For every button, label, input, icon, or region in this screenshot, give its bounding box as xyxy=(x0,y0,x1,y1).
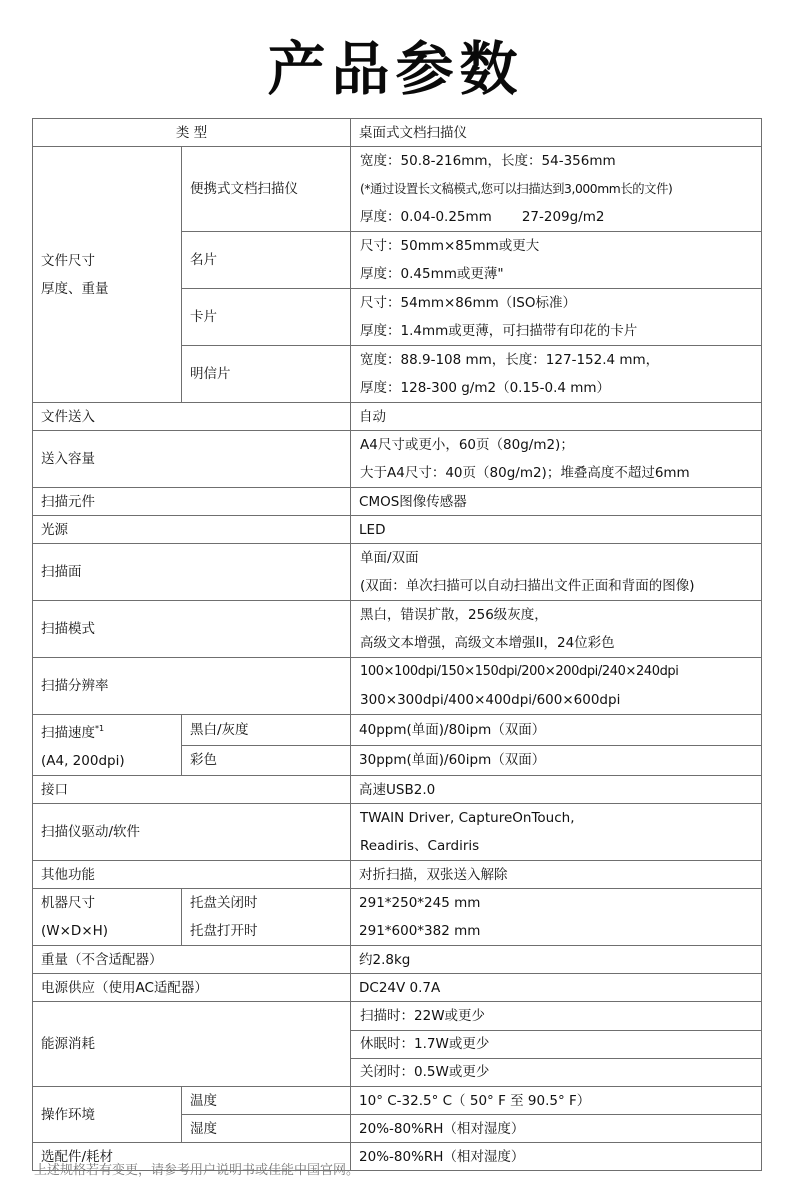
dimensions-closed-value: 291*250*245 mm xyxy=(351,889,762,918)
card-label: 卡片 xyxy=(182,289,351,346)
light-value: LED xyxy=(351,516,762,544)
postcard-value: 宽度：88.9-108 mm，长度：127-152.4 mm， 厚度：128-300 g/m2（0.15-0.4 mm） xyxy=(351,346,762,403)
speed-label: 扫描速度$^{*1}$ (A4, 200dpi) xyxy=(33,715,182,776)
table-row xyxy=(33,804,762,861)
speed-bw-label: 黑白/灰度 xyxy=(182,715,351,746)
mode-label: 扫描模式 xyxy=(33,601,351,658)
business-card-value: 尺寸：50mm×85mm或更大 厚度：0.45mm或更薄" xyxy=(351,232,762,289)
speed-bw-value: 40ppm(单面)/80ipm（双面） xyxy=(351,715,762,746)
table-row xyxy=(33,658,762,715)
other-label: 其他功能 xyxy=(33,861,351,889)
feed-value: 自动 xyxy=(351,403,762,431)
speed-color-label: 彩色 xyxy=(182,745,351,776)
table-row xyxy=(33,403,762,431)
table-row xyxy=(33,488,762,516)
header-type: 类 型 xyxy=(33,119,351,147)
capacity-label: 送入容量 xyxy=(33,431,351,488)
environment-temp-label: 温度 xyxy=(182,1087,351,1115)
dimensions-label: 机器尺寸 (W×D×H) xyxy=(33,889,182,946)
header-product-type: 桌面式文档扫描仪 xyxy=(351,119,762,147)
dimensions-open-label: 托盘打开时 xyxy=(182,917,351,946)
weight-value: 约2.8kg xyxy=(351,946,762,974)
interface-value: 高速USB2.0 xyxy=(351,776,762,804)
table-row xyxy=(33,544,762,601)
environment-temp-value: 10° C-32.5° C（ 50° F 至 90.5° F） xyxy=(351,1087,762,1115)
other-value: 对折扫描，双张送入解除 xyxy=(351,861,762,889)
table-row xyxy=(33,974,762,1002)
card-value: 尺寸：54mm×86mm（ISO标准） 厚度：1.4mm或更薄，可扫描带有印花的卡片 xyxy=(351,289,762,346)
options-value: 20%-80%RH（相对湿度） xyxy=(351,1143,762,1171)
software-label: 扫描仪驱动/软件 xyxy=(33,804,351,861)
table-row xyxy=(33,147,762,232)
business-card-label: 名片 xyxy=(182,232,351,289)
table-row xyxy=(33,889,762,918)
side-label: 扫描面 xyxy=(33,544,351,601)
footnote: 上述规格若有变更，请参考用户说明书或佳能中国官网。 xyxy=(34,1163,360,1178)
table-row xyxy=(33,1087,762,1115)
portable-value: 宽度：50.8-216mm，长度：54-356mm (*通过设置长文稿模式,您可以扫描达到3,000mm长的文件) 厚度：0.04-0.25mm 27-209g/m2 xyxy=(351,147,762,232)
sensor-label: 扫描元件 xyxy=(33,488,351,516)
dimensions-closed-label: 托盘关闭时 xyxy=(182,889,351,918)
environment-label: 操作环境 xyxy=(33,1087,182,1143)
resolution-label: 扫描分辨率 xyxy=(33,658,351,715)
software-value: TWAIN Driver, CaptureOnTouch, Readiris、Cardiris xyxy=(351,804,762,861)
dimensions-open-value: 291*600*382 mm xyxy=(351,917,762,946)
table-row xyxy=(33,715,762,746)
table-row xyxy=(33,946,762,974)
table-row xyxy=(33,516,762,544)
environment-humid-value: 20%-80%RH（相对湿度） xyxy=(351,1115,762,1143)
spec-table xyxy=(32,118,762,1171)
table-row xyxy=(33,861,762,889)
consumption-label: 能源消耗 xyxy=(33,1002,351,1087)
speed-color-value: 30ppm(单面)/60ipm（双面） xyxy=(351,745,762,776)
doc-size-label: 文件尺寸 厚度、重量 xyxy=(33,147,182,403)
page-title: 产品参数 xyxy=(267,35,524,103)
environment-humid-label: 湿度 xyxy=(182,1115,351,1143)
options-label: 选配件/耗材 xyxy=(33,1143,351,1171)
feed-label: 文件送入 xyxy=(33,403,351,431)
interface-label: 接口 xyxy=(33,776,351,804)
table-row xyxy=(33,431,762,488)
table-row xyxy=(33,601,762,658)
postcard-label: 明信片 xyxy=(182,346,351,403)
light-label: 光源 xyxy=(33,516,351,544)
power-value: DC24V 0.7A xyxy=(351,974,762,1002)
resolution-value: 100×100dpi/150×150dpi/200×200dpi/240×240dpi 300×300dpi/400×400dpi/600×600dpi xyxy=(351,658,762,715)
side-value: 单面/双面 (双面：单次扫描可以自动扫描出文件正面和背面的图像) xyxy=(351,544,762,601)
table-row xyxy=(33,1002,762,1087)
table-header-row xyxy=(33,119,762,147)
power-label: 电源供应（使用AC适配器） xyxy=(33,974,351,1002)
sensor-value: CMOS图像传感器 xyxy=(351,488,762,516)
capacity-value: A4尺寸或更小，60页（80g/m2)； 大于A4尺寸：40页（80g/m2)；堆叠高度不超过6mm xyxy=(351,431,762,488)
table-row xyxy=(33,776,762,804)
mode-value: 黑白，错误扩散，256级灰度， 高级文本增强，高级文本增强II，24位彩色 xyxy=(351,601,762,658)
consumption-value: 扫描时：22W或更少 休眠时：1.7W或更少 关闭时：0.5W或更少 xyxy=(351,1002,762,1087)
portable-label: 便携式文档扫描仪 xyxy=(182,147,351,232)
weight-label: 重量（不含适配器） xyxy=(33,946,351,974)
